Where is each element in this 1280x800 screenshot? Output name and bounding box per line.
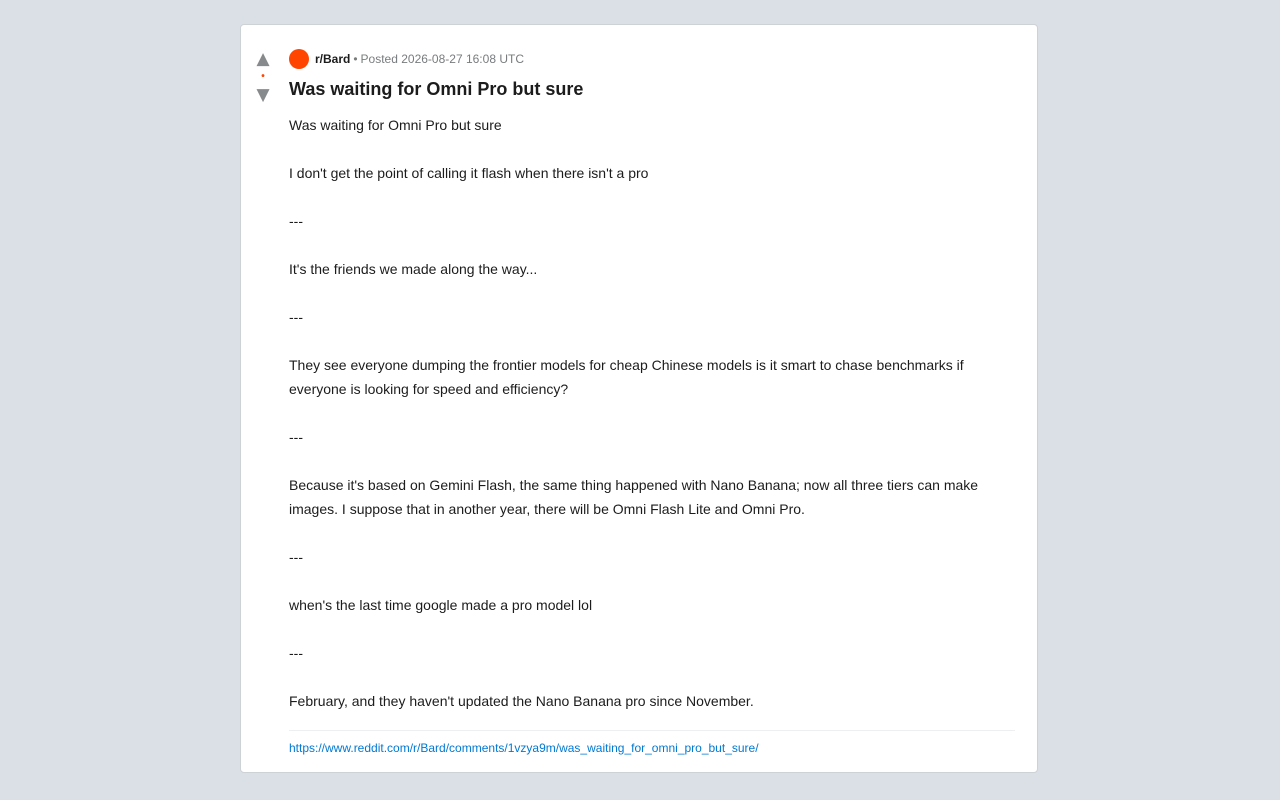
post-content	[289, 49, 1015, 757]
post-permalink[interactable]: https://www.reddit.com/r/Bard/comments/1vzya9m/was_waiting_for_omni_pro_but_sure/	[289, 741, 759, 755]
post-meta	[289, 49, 1015, 69]
body-paragraph: Because it's based on Gemini Flash, the same thing happened with Nano Banana; now all three tiers can make images. I suppose that in another year, there will be Omni Flash Lite and Omni Pro.	[289, 477, 979, 517]
body-paragraph: They see everyone dumping the frontier models for cheap Chinese models is it smart to chase benchmarks if everyone is looking for speed and efficiency?	[289, 357, 964, 397]
post-body	[289, 113, 1015, 713]
body-paragraph: I don't get the point of calling it flash when there isn't a pro	[289, 165, 649, 181]
meta-separator: •	[353, 52, 358, 66]
subreddit-name[interactable]: r/Bard	[315, 52, 351, 66]
post-footer	[289, 730, 1015, 757]
body-paragraph: when's the last time google made a pro model lol	[289, 597, 593, 613]
body-paragraph: Was waiting for Omni Pro but sure	[289, 117, 502, 133]
post-title[interactable]: Was waiting for Omni Pro but sure	[289, 79, 584, 99]
vote-score: •	[261, 71, 265, 82]
body-paragraph: February, and they haven't updated the Nano Banana pro since November.	[289, 693, 754, 709]
body-separator: ---	[289, 645, 303, 661]
body-separator: ---	[289, 213, 303, 229]
subreddit-avatar-icon[interactable]	[289, 49, 309, 69]
downvote-icon[interactable]: ▼	[256, 85, 270, 105]
post-card	[240, 24, 1038, 773]
post-timestamp: Posted 2026-08-27 16:08 UTC	[360, 52, 524, 66]
upvote-icon[interactable]: ▲	[256, 49, 270, 69]
body-paragraph: It's the friends we made along the way...	[289, 261, 538, 277]
body-separator: ---	[289, 429, 303, 445]
body-separator: ---	[289, 309, 303, 325]
body-separator: ---	[289, 549, 303, 565]
